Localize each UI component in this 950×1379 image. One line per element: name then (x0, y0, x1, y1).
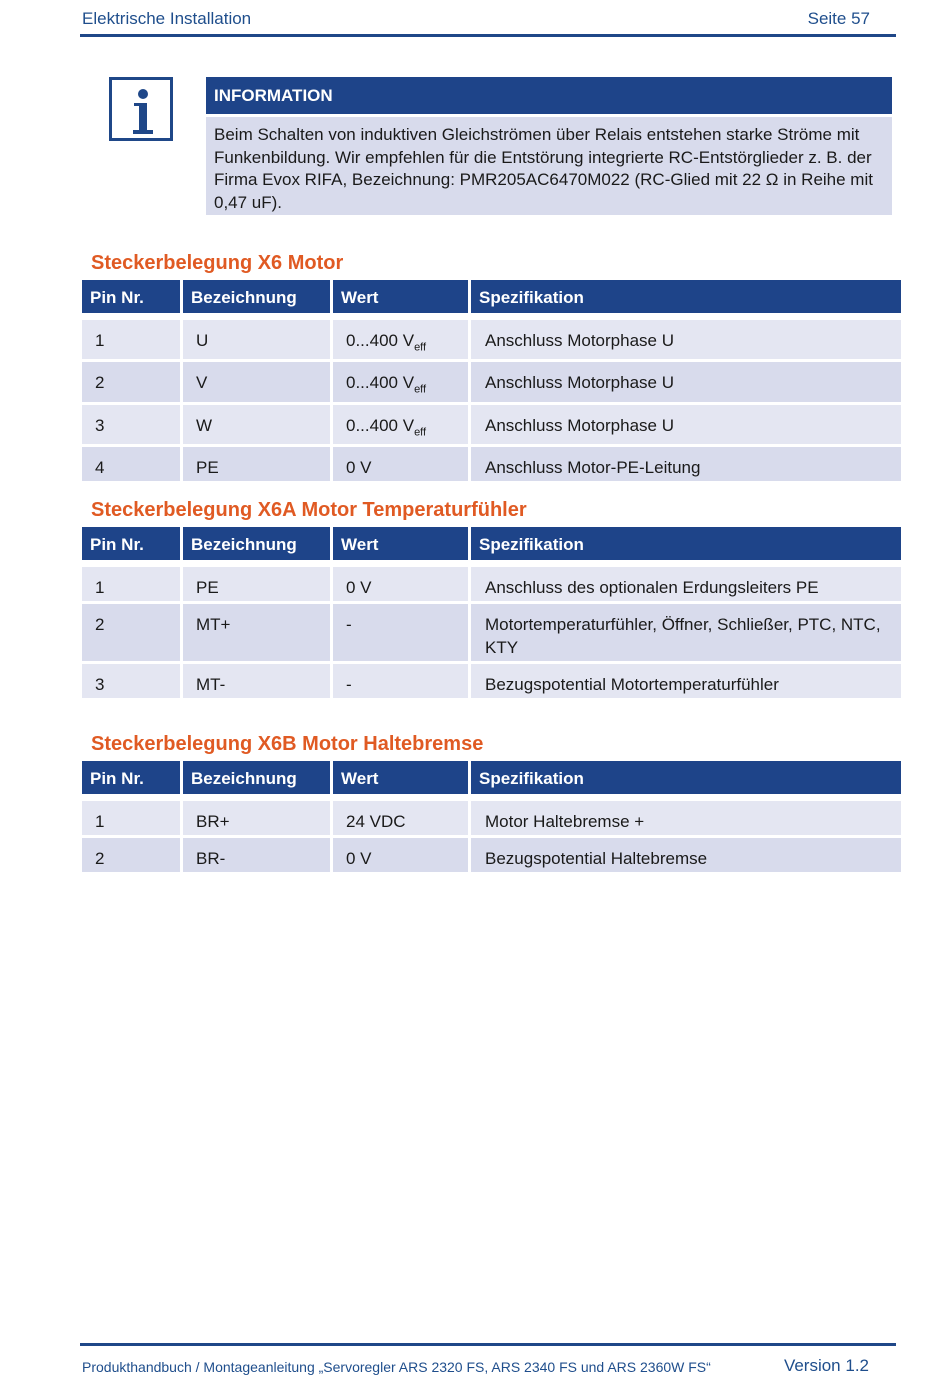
table-x6a (79, 524, 904, 701)
column-header-name: Bezeichnung (183, 280, 330, 313)
cell-pin: 2 (82, 838, 180, 872)
section-title-x6b: Steckerbelegung X6B Motor Haltebremse (91, 733, 484, 755)
page-footer (80, 1343, 896, 1375)
cell-spec: Anschluss Motorphase U (471, 320, 901, 359)
table-x6 (79, 277, 904, 484)
column-header-spec: Spezifikation (471, 527, 901, 560)
column-header-name: Bezeichnung (183, 527, 330, 560)
table-header-row (82, 280, 901, 313)
cell-value: 0...400 $V_{eff}$ (333, 320, 468, 359)
cell-name: U (183, 320, 330, 359)
section-title-x6a: Steckerbelegung X6A Motor Temperaturfühler (91, 499, 527, 521)
table-row (82, 405, 901, 444)
header-page-number: Seite 57 (807, 9, 870, 28)
cell-spec: Anschluss des optionalen Erdungsleiters PE (471, 567, 901, 601)
footer-version: Version 1.2 (783, 1356, 869, 1375)
cell-value-subscript: eff (414, 426, 427, 439)
cell-pin: 3 (82, 664, 180, 698)
table-row (82, 801, 901, 835)
cell-spec: Anschluss Motor-PE-Leitung (471, 447, 901, 481)
information-box (206, 77, 892, 215)
cell-name: PE (183, 447, 330, 481)
table-header-row (82, 527, 901, 560)
cell-name: MT- (183, 664, 330, 698)
cell-spec: Bezugspotential Motortemperaturfühler (471, 664, 901, 698)
information-text: Beim Schalten von induktiven Gleichströmen über Relais entstehen starke Ströme mit Funkenbildung. Wir empfehlen für die Entstörung integrierte RC-Entstörglieder z. B. der Firma Evox RIFA, Bezeichnung: PMR205AC6470M022 (RC-Glied mit 22 Ω in Reihe mit 0,47 uF). (206, 117, 892, 215)
column-header-pin: Pin Nr. (82, 761, 180, 794)
cell-name: PE (183, 567, 330, 601)
cell-value: 24 VDC (333, 801, 468, 835)
cell-spec: Anschluss Motorphase U (471, 362, 901, 401)
cell-name: BR+ (183, 801, 330, 835)
cell-value: - (333, 664, 468, 698)
cell-spec: Bezugspotential Haltebremse (471, 838, 901, 872)
cell-pin: 2 (82, 362, 180, 401)
cell-name: V (183, 362, 330, 401)
information-title: INFORMATION (206, 77, 892, 114)
cell-pin: 2 (82, 604, 180, 661)
cell-spec: Motortemperaturfühler, Öffner, Schließer, PTC, NTC, KTY (471, 604, 901, 661)
table-row (82, 567, 901, 601)
cell-name: W (183, 405, 330, 444)
cell-value: - (333, 604, 468, 661)
table-row (82, 320, 901, 359)
column-header-value: Wert (333, 527, 468, 560)
table-header-row (82, 761, 901, 794)
cell-value: 0 V (333, 838, 468, 872)
footer-document-title: Produkthandbuch / Montageanleitung „Servoregler ARS 2320 FS, ARS 2340 FS und ARS 2360W FS“ (82, 1359, 711, 1375)
page-header (80, 0, 896, 37)
column-header-pin: Pin Nr. (82, 527, 180, 560)
cell-spec: Motor Haltebremse + (471, 801, 901, 835)
table-row (82, 838, 901, 872)
table-row (82, 362, 901, 401)
cell-value: 0 V (333, 447, 468, 481)
cell-value: 0 V (333, 567, 468, 601)
cell-name: BR- (183, 838, 330, 872)
cell-value: 0...400 $V_{eff}$ (333, 405, 468, 444)
cell-value-subscript: eff (414, 341, 427, 354)
table-row (82, 664, 901, 698)
cell-value-subscript: eff (414, 383, 427, 396)
info-icon (109, 77, 173, 141)
column-header-value: Wert (333, 280, 468, 313)
column-header-name: Bezeichnung (183, 761, 330, 794)
column-header-value: Wert (333, 761, 468, 794)
cell-name: MT+ (183, 604, 330, 661)
column-header-spec: Spezifikation (471, 280, 901, 313)
table-row (82, 604, 901, 661)
cell-pin: 1 (82, 320, 180, 359)
header-section-title: Elektrische Installation (82, 9, 252, 28)
cell-spec: Anschluss Motorphase U (471, 405, 901, 444)
cell-pin: 1 (82, 567, 180, 601)
section-title-x6: Steckerbelegung X6 Motor (91, 252, 344, 274)
table-row (82, 447, 901, 481)
column-header-pin: Pin Nr. (82, 280, 180, 313)
cell-pin: 4 (82, 447, 180, 481)
cell-pin: 1 (82, 801, 180, 835)
table-x6b (79, 758, 904, 875)
column-header-spec: Spezifikation (471, 761, 901, 794)
cell-pin: 3 (82, 405, 180, 444)
cell-value: 0...400 $V_{eff}$ (333, 362, 468, 401)
